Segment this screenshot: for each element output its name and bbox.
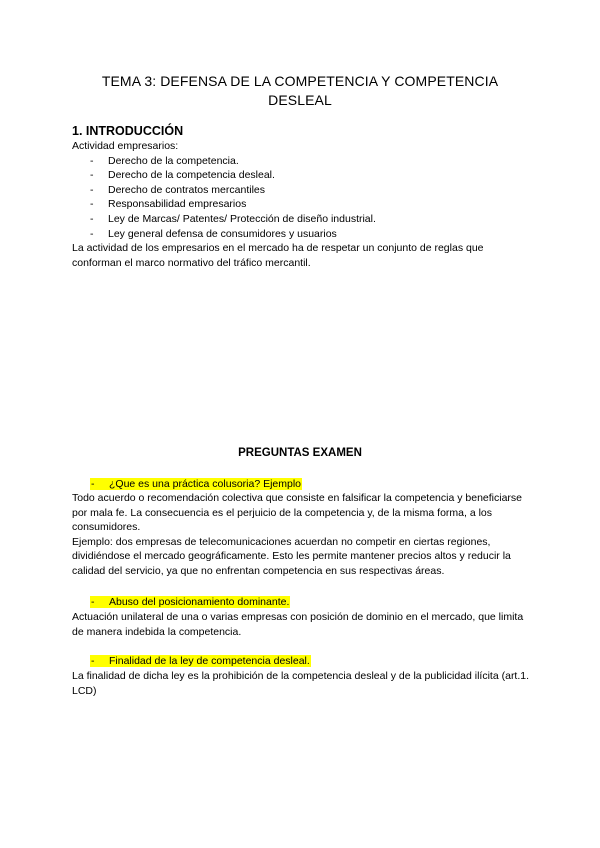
- exam-answer-1: [72, 491, 532, 579]
- intro-paragraph: La actividad de los empresarios en el mercado ha de respetar un conjunto de reglas que conforman el marco normativo del tráfico mercantil.: [72, 242, 484, 269]
- list-item: - Derecho de contratos mercantiles: [72, 183, 532, 198]
- question-text: Finalidad de la ley de competencia desleal.: [109, 655, 310, 667]
- question-text: ¿Que es una práctica colusoria? Ejemplo: [109, 478, 302, 490]
- introduction-block: [72, 139, 532, 270]
- exam-answer-2: [72, 610, 532, 639]
- activities-list: [72, 154, 532, 242]
- example-paragraph: Ejemplo: dos empresas de telecomunicaciones acuerdan no competir en ciertas regiones, dividiéndose el mercado geográficamente. Esto les permite mantener precios altos y reducir la calidad del servicio, ya que no enfrentan competencia en sus respectivas áreas.: [72, 535, 511, 577]
- answer-paragraph: La finalidad de dicha ley es la prohibición de la competencia desleal y de la publicidad ilícita (art.1. LCD): [72, 670, 530, 697]
- list-item: - Ley de Marcas/ Patentes/ Protección de diseño industrial.: [72, 212, 532, 227]
- list-item: - Responsabilidad empresarios: [72, 197, 532, 212]
- exam-questions-heading: PREGUNTAS EXAMEN: [238, 447, 362, 459]
- list-item: - Derecho de la competencia.: [72, 154, 532, 169]
- highlighted-question: - Finalidad de la ley de competencia desleal.: [91, 655, 310, 667]
- list-item: - Ley general defensa de consumidores y usuarios: [72, 227, 532, 242]
- question-text: Abuso del posicionamiento dominante.: [109, 596, 290, 608]
- answer-paragraph: Todo acuerdo o recomendación colectiva que consiste en falsificar la competencia y beneficiarse por mala fe. La consecuencia es el perjuicio de la competencia y, de la misma forma, a los consumidores.: [72, 492, 523, 534]
- section-heading-introduccion: 1. INTRODUCCIÓN: [72, 124, 184, 138]
- exam-question-3: [90, 654, 311, 668]
- document-title: TEMA 3: DEFENSA DE LA COMPETENCIA Y COMPETENCIA DESLEAL: [101, 73, 499, 108]
- highlighted-question: - ¿Que es una práctica colusoria? Ejemplo: [91, 478, 302, 490]
- highlighted-question: - Abuso del posicionamiento dominante.: [91, 596, 290, 608]
- intro-label: Actividad empresarios:: [72, 140, 179, 152]
- exam-question-1: [90, 477, 302, 491]
- exam-question-2: [90, 595, 290, 609]
- exam-answer-3: [72, 669, 532, 698]
- list-item: - Derecho de la competencia desleal.: [72, 168, 532, 183]
- answer-paragraph: Actuación unilateral de una o varias empresas con posición de dominio en el mercado, que limita de manera indebida la competencia.: [72, 611, 524, 638]
